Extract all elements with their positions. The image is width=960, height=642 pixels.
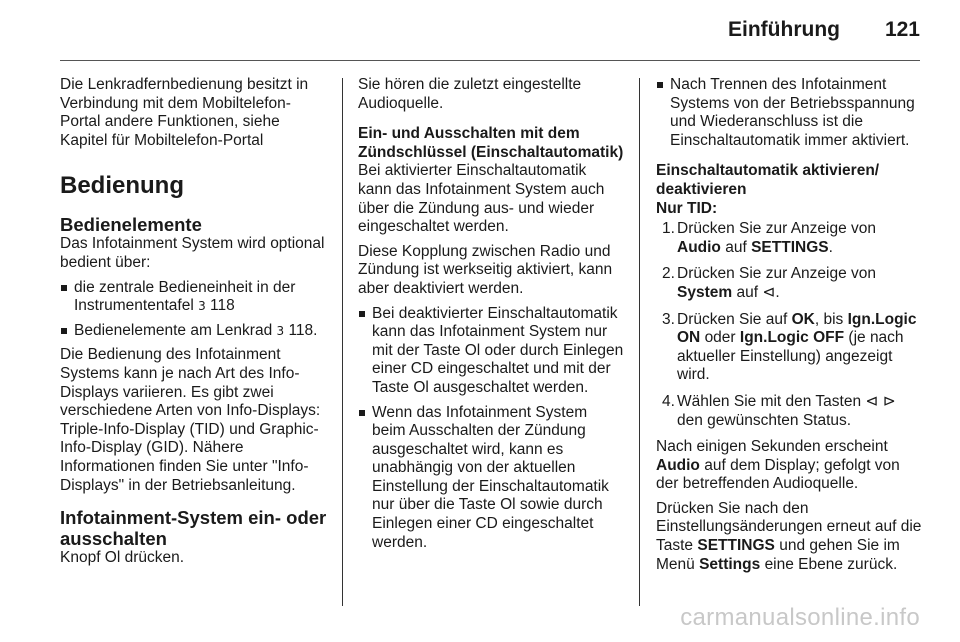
settings-return-paragraph: Drücken Sie nach den Einstellungsänderungen erneut auf die Taste SETTINGS und gehen Sie im Menü Settings eine Ebene zurück. — [656, 499, 922, 573]
power-list — [656, 76, 922, 150]
step-item: 2. Drücken Sie zur Anzeige von System auf ⊲. — [662, 265, 877, 301]
subheading-activate: Einschaltautomatik aktivieren/ deaktivieren — [656, 162, 880, 198]
right-arrow-icon: ⊳ — [882, 392, 896, 410]
step-item: 1. Drücken Sie zur Anzeige von Audio auf SETTINGS. — [662, 220, 877, 256]
watermark: carmanualsonline.info — [680, 604, 920, 631]
column-divider-1 — [342, 78, 343, 606]
subheading-bedienelemente: Bedienelemente — [60, 214, 202, 236]
column-3 — [656, 76, 922, 580]
page-ref-icon: 3 — [198, 299, 206, 314]
steps-list — [662, 220, 922, 430]
step-item: 3. Drücken Sie auf OK, bis Ign.Logic ON oder Ign.Logic OFF (je nach aktueller Einstellung) angezeigt wird. — [662, 310, 917, 384]
coupling-paragraph: Diese Kopplung zwischen Radio und Zündung ist werkseitig aktiviert, kann aber deaktiviert werden. — [358, 242, 613, 297]
page-ref-icon: 3 — [276, 323, 285, 338]
list-item: die zentrale Bedieneinheit in der Instrumententafel 3 118 — [60, 279, 328, 316]
column-divider-2 — [639, 78, 640, 606]
list-item: Bedienelemente am Lenkrad 3 118. — [60, 322, 328, 341]
left-arrow-icon: ⊲ — [865, 392, 879, 410]
subheading-tid: Nur TID: — [656, 199, 718, 217]
controls-list — [60, 279, 328, 341]
list-item: Nach Trennen des Infotainment Systems von der Betriebsspannung und Wiederanschluss ist die Einschaltautomatik immer aktiviert. — [656, 76, 922, 150]
column-2 — [358, 76, 624, 558]
last-source-paragraph: Sie hören die zuletzt eingestellte Audioquelle. — [358, 76, 582, 112]
display-types-paragraph: Die Bedienung des Infotainment Systems kann je nach Art des Info-Displays variieren. Es gibt zwei verschiedene Arten von Info-Displays: Triple-Info-Display (TID) und Graphic-Info-Display (GID). Nähere Informationen finden Sie unter "Info-Displays" in der Betriebsanleitung. — [60, 346, 321, 494]
display-confirm-paragraph: Nach einigen Sekunden erscheint Audio auf dem Display; gefolgt von der betreffenden Audioquelle. — [656, 438, 900, 493]
controls-intro: Das Infotainment System wird optional bedient über: — [60, 235, 325, 271]
subheading-on-off: Infotainment-System ein- oder ausschalten — [60, 507, 327, 550]
header-title: Einführung — [728, 18, 840, 41]
list-item: Bei deaktivierter Einschaltautomatik kann das Infotainment System nur mit der Taste Ol oder durch Einlegen einer CD eingeschaltet und mit der Taste Ol ausgeschaltet werden. — [358, 305, 624, 398]
ignition-list — [358, 305, 624, 553]
intro-paragraph: Die Lenkradfernbedienung besitzt in Verbindung mit dem Mobiltelefon-Portal andere Funktionen, siehe Kapitel für Mobiltelefon-Portal — [60, 76, 309, 149]
step-item: 4. Wählen Sie mit den Tasten ⊲ ⊳ den gewünschten Status. — [662, 392, 896, 429]
list-item: Wenn das Infotainment System beim Ausschalten der Zündung ausgeschaltet wird, kann es unabhängig von der aktuellen Einstellung der Einschaltautomatik nur über die Taste Ol sowie durch Einlegen einer CD eingeschaltet werden. — [358, 404, 624, 553]
ignition-paragraph: Bei aktivierter Einschaltautomatik kann das Infotainment System auch über die Zündung aus- und wieder eingeschaltet werden. — [358, 162, 605, 236]
header-rule — [60, 60, 920, 61]
subheading-ignition: Ein- und Ausschalten mit dem Zündschlüssel (Einschaltautomatik) — [358, 125, 624, 161]
back-arrow-icon: ⊲ — [762, 283, 776, 301]
section-heading-bedienung: Bedienung — [60, 172, 184, 200]
page-number: 121 — [884, 18, 920, 41]
power-knob-instruction: Knopf Ol drücken. — [60, 549, 185, 567]
column-1 — [60, 76, 328, 574]
